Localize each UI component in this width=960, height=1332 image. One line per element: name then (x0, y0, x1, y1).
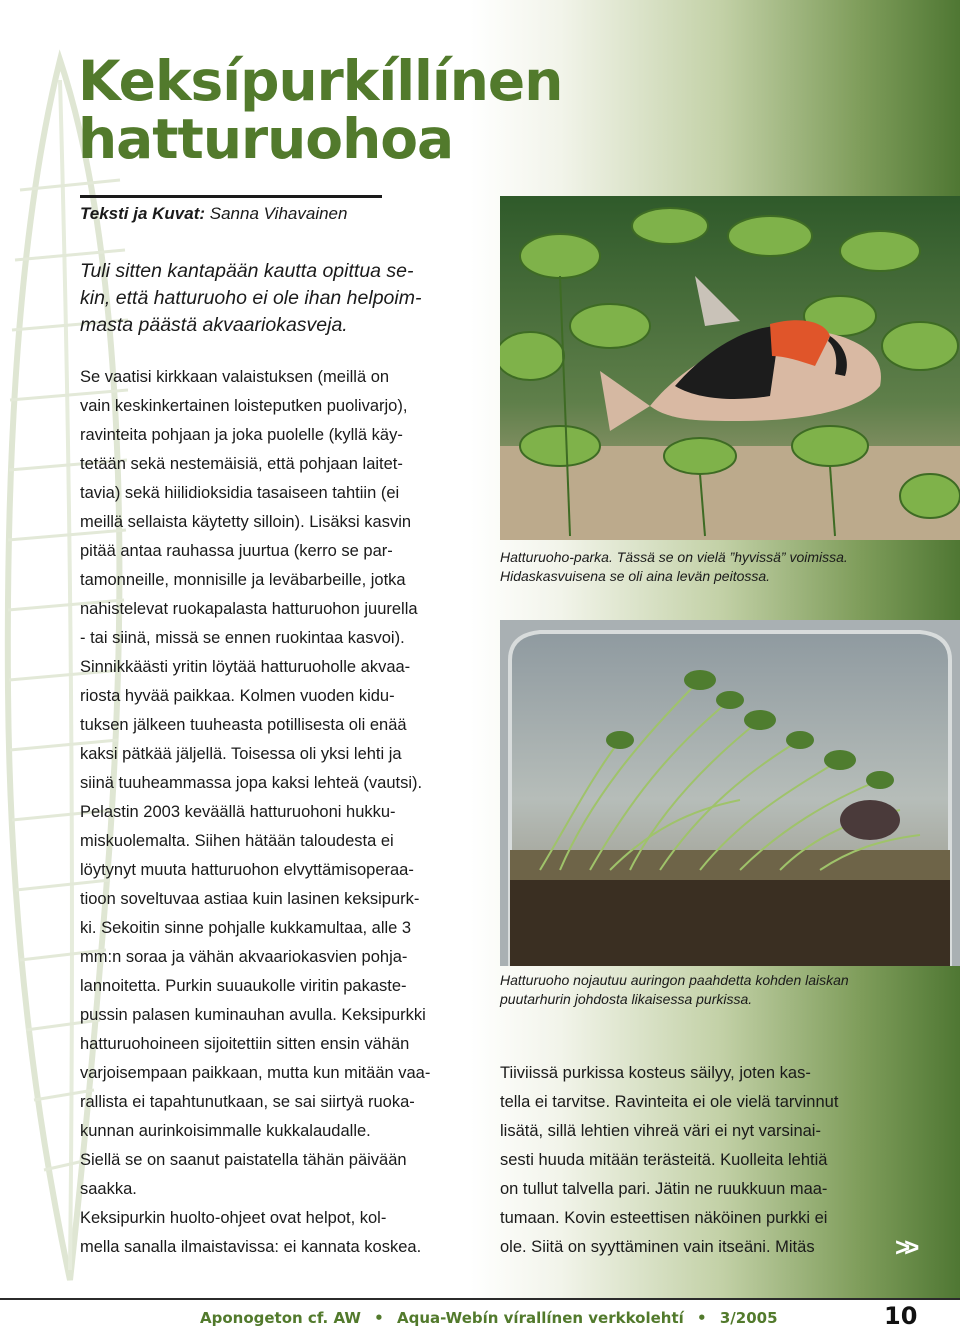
body-line: pussin palasen kuminauhan avulla. Keksipurkki (80, 1006, 426, 1024)
body-line: kunnan aurinkoisimmalle kukkalaudalle. (80, 1122, 371, 1140)
photo-caption (500, 971, 849, 1009)
body-line: mm:n soraa ja vähän akvaariokasvien pohja- (80, 948, 408, 966)
body-line: meillä sellaista käytetty silloin). Lisäksi kasvin (80, 513, 412, 531)
body-line: tioon soveltuvaa astiaa kuin lasinen keksipurk- (80, 890, 420, 908)
footer-separator: • (374, 1309, 384, 1327)
body-line: tella ei tarvitse. Ravinteita ei ole vielä tarvinnut (500, 1093, 839, 1111)
body-line: ravinteita pohjaan ja joka puolelle (kyllä käy- (80, 426, 403, 444)
body-line: nahistelevat ruokapalasta hatturuohon juurella (80, 600, 418, 618)
aquarium-photo (500, 196, 960, 540)
body-line: lannoitetta. Purkin suuaukolle viritin pakaste- (80, 977, 407, 995)
lead-paragraph (80, 258, 500, 339)
body-line: siinä tuuheammassa jopa kaksi lehteä (vautsi). (80, 774, 423, 792)
body-line: kaksi pätkää jäljellä. Toisessa oli yksi lehti ja (80, 745, 402, 763)
byline-rule (80, 195, 382, 198)
body-line: on tullut talvella pari. Jätin ne ruukkuun maa- (500, 1180, 828, 1198)
footer-separator: • (697, 1309, 707, 1327)
body-line: lisätä, sillä lehtien vihreä väri ei nyt varsinai- (500, 1122, 821, 1140)
body-line: tamonneille, monnisille ja leväbarbeille, jotka (80, 571, 406, 589)
article-title-line: Keksípurkíllínen (78, 49, 563, 113)
body-line: sesti huuda mitään terästeitä. Kuolleita lehtiä (500, 1151, 828, 1169)
body-line: Pelastin 2003 keväällä hatturuohoni hukku- (80, 803, 396, 821)
right-text-column (500, 1059, 900, 1262)
body-line: vain keskinkertainen loisteputken puolivarjo), (80, 397, 408, 415)
photo-caption (500, 548, 848, 586)
caption-line: Hidaskasvuisena se oli aina levän peitossa. (500, 568, 771, 584)
body-line: mella sanalla ilmaistavissa: ei kannata koskea. (80, 1238, 422, 1256)
body-line: hatturuohoineen sijoitettiin sitten ensin vähän (80, 1035, 410, 1053)
page-number: 10 (884, 1302, 918, 1330)
body-line: - tai siinä, missä se ennen ruokintaa kasvoi). (80, 629, 405, 647)
body-line: tuksen jälkeen tuuheasta potillisesta oli enää (80, 716, 407, 734)
continue-arrow-icon: >> (895, 1232, 914, 1262)
body-line: tavia) sekä hiilidioksidia tasaiseen tahtiin (ei (80, 484, 400, 502)
lead-line: masta päästä akvaariokasveja. (80, 314, 348, 336)
lead-line: kin, että hatturuoho ei ole ihan helpoim- (80, 287, 422, 309)
body-line: Siellä se on saanut paistatella tähän päivään (80, 1151, 407, 1169)
body-line: tetään sekä nestemäisiä, että pohjaan laitet- (80, 455, 403, 473)
body-line: pitää antaa rauhassa juurtua (kerro se par- (80, 542, 393, 560)
byline-label: Teksti ja Kuvat: (80, 204, 206, 223)
lead-line: Tuli sitten kantapään kautta opittua se- (80, 260, 414, 282)
body-line: rallista ei tapahtunutkaan, se sai siirtyä ruoka- (80, 1093, 415, 1111)
byline (80, 204, 347, 224)
body-text-column (80, 363, 500, 1262)
body-line: tumaan. Kovin esteettisen näköinen purkki ei (500, 1209, 828, 1227)
caption-line: Hatturuoho nojautuu auringon paahdetta kohden laiskan (500, 972, 849, 988)
body-line: Tiiviissä purkissa kosteus säilyy, joten kas- (500, 1064, 811, 1082)
body-line: varjoisempaan paikkaan, mutta kun mitään vaa- (80, 1064, 431, 1082)
jar-photo (500, 620, 960, 966)
byline-author: Sanna Vihavainen (209, 204, 348, 223)
caption-line: Hatturuoho-parka. Tässä se on vielä ”hyvissä” voimissa. (500, 549, 848, 565)
body-line: riosta hyvää paikkaa. Kolmen vuoden kidu- (80, 687, 395, 705)
article-title-line: hatturuohoa (78, 107, 454, 171)
body-line: ki. Sekoitin sinne pohjalle kukkamultaa, alle 3 (80, 919, 412, 937)
footer-section: Aponogeton cf. AW (200, 1309, 361, 1327)
body-line: löytynyt muuta hatturuohon elvyttämisoperaa- (80, 861, 414, 879)
caption-line: puutarhurin johdosta likaisessa purkissa. (500, 991, 753, 1007)
footer (200, 1309, 778, 1327)
body-line: Se vaatisi kirkkaan valaistuksen (meillä on (80, 368, 390, 386)
body-line: Keksipurkin huolto-ohjeet ovat helpot, kol- (80, 1209, 387, 1227)
footer-publication: Aqua-Webín vírallínen verkkolehtí (396, 1309, 684, 1327)
footer-issue: 3/2005 (719, 1309, 778, 1327)
body-line: Sinnikkäästi yritin löytää hatturuoholle akvaa- (80, 658, 411, 676)
body-line: miskuolemalta. Siihen hätään taloudesta ei (80, 832, 394, 850)
body-line: ole. Siitä on syyttäminen vain itseäni. Mitäs (500, 1238, 815, 1256)
body-line: saakka. (80, 1180, 137, 1198)
article-title (78, 49, 563, 171)
footer-rule (0, 1298, 960, 1300)
